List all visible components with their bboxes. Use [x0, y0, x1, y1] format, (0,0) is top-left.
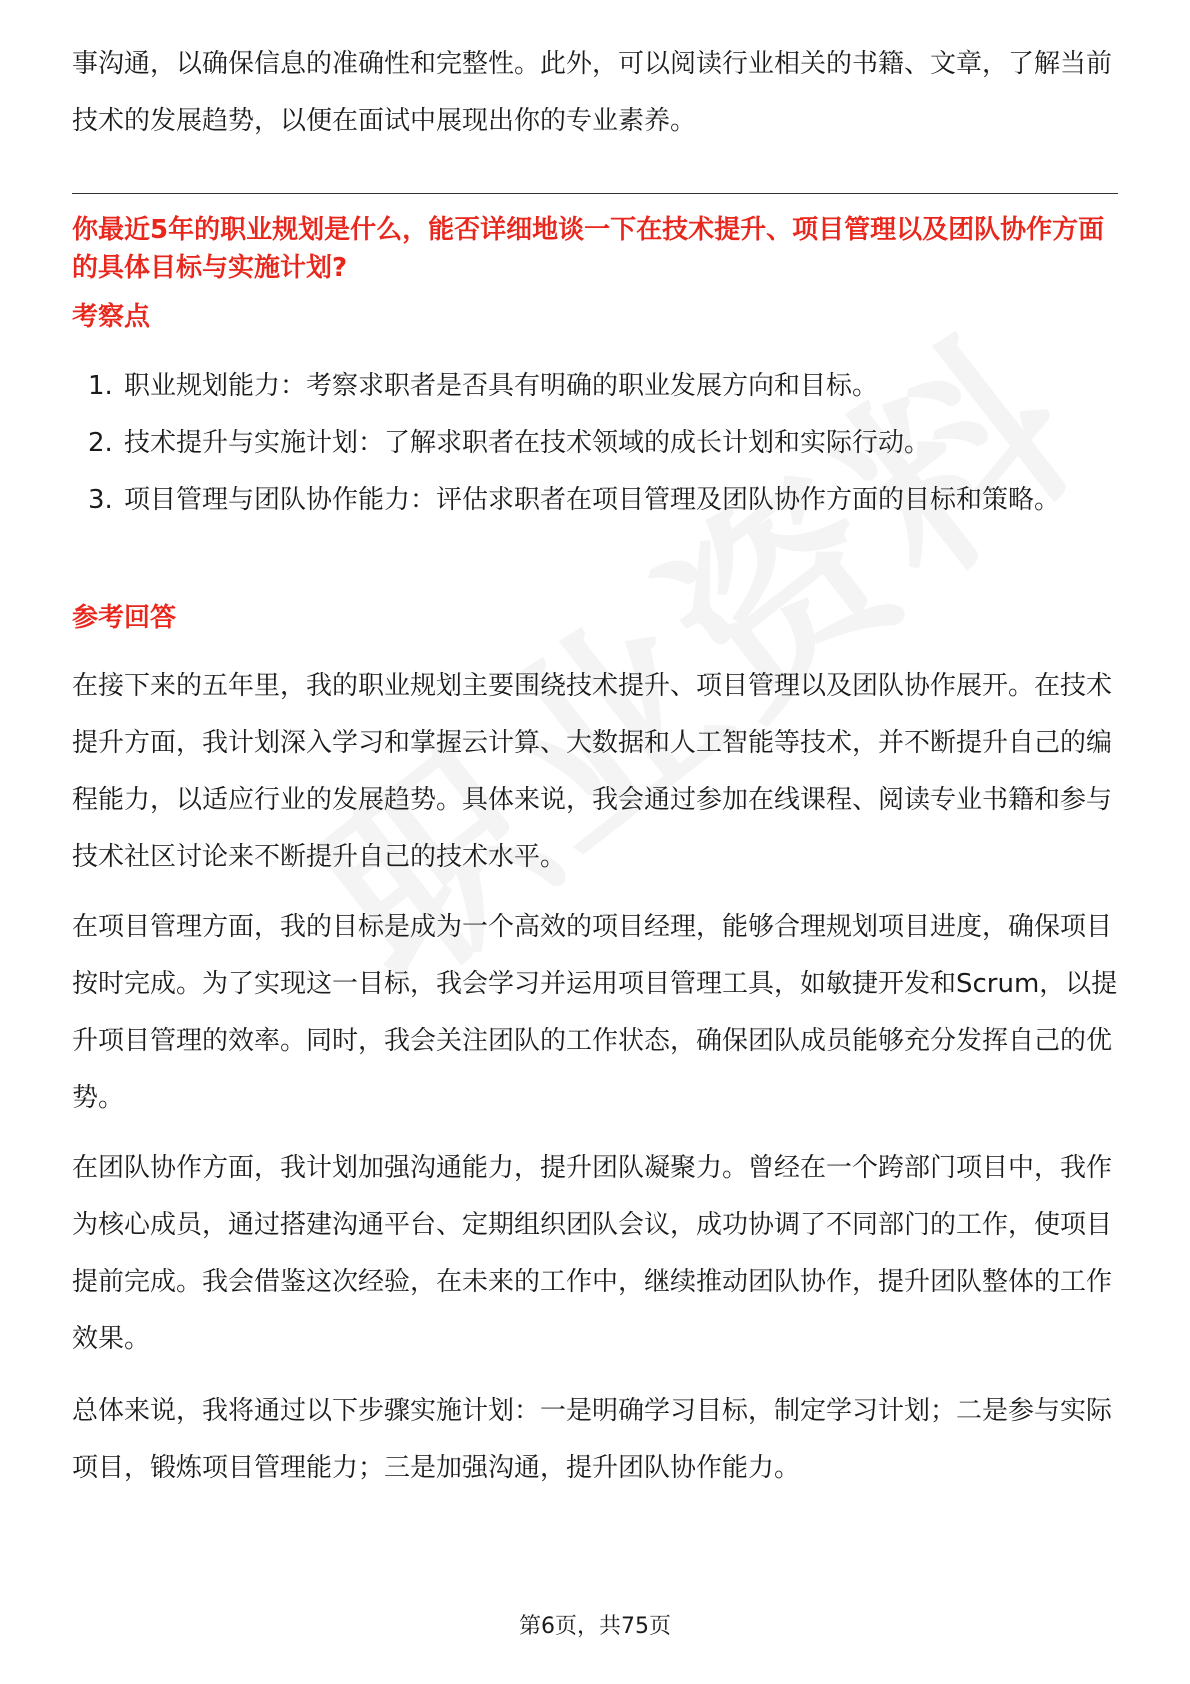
list-number: 3.: [88, 485, 113, 515]
focus-list: [72, 358, 1118, 529]
page-footer: 第6页，共75页: [519, 1614, 671, 1639]
list-number: 1.: [88, 371, 113, 401]
answer-paragraph: 在接下来的五年里，我的职业规划主要围绕技术提升、项目管理以及团队协作展开。在技术提升方面，我计划深入学习和掌握云计算、大数据和人工智能等技术，并不断提升自己的编程能力，以适应行业的发展趋势。具体来说，我会通过参加在线课程、阅读专业书籍和参与技术社区讨论来不断提升自己的技术水平。: [72, 671, 1113, 872]
list-item: [72, 415, 1118, 472]
list-number: 2.: [88, 428, 113, 458]
list-text: 技术提升与实施计划：了解求职者在技术领域的成长计划和实际行动。: [124, 428, 931, 458]
answer-heading: 参考回答: [72, 603, 177, 633]
list-item: [72, 358, 1118, 415]
list-item: [72, 472, 1118, 529]
list-text: 职业规划能力：考察求职者是否具有明确的职业发展方向和目标。: [124, 371, 879, 401]
divider: [72, 193, 1118, 194]
answer-paragraph: 在项目管理方面，我的目标是成为一个高效的项目经理，能够合理规划项目进度，确保项目按时完成。为了实现这一目标，我会学习并运用项目管理工具，如敏捷开发和Scrum，以提升项目管理的效率。同时，我会关注团队的工作状态，确保团队成员能够充分发挥自己的优势。: [72, 912, 1118, 1113]
question-heading: 你最近5年的职业规划是什么，能否详细地谈一下在技术提升、项目管理以及团队协作方面的具体目标与实施计划?: [72, 215, 1105, 283]
answer-paragraph: 在团队协作方面，我计划加强沟通能力，提升团队凝聚力。曾经在一个跨部门项目中，我作为核心成员，通过搭建沟通平台、定期组织团队会议，成功协调了不同部门的工作，使项目提前完成。我会借鉴这次经验，在未来的工作中，继续推动团队协作，提升团队整体的工作效果。: [72, 1153, 1113, 1354]
focus-heading: 考察点: [72, 302, 151, 332]
answer-paragraph: 总体来说，我将通过以下步骤实施计划：一是明确学习目标，制定学习计划；二是参与实际项目，锻炼项目管理能力；三是加强沟通，提升团队协作能力。: [72, 1396, 1113, 1483]
list-text: 项目管理与团队协作能力：评估求职者在项目管理及团队协作方面的目标和策略。: [124, 485, 1061, 515]
intro-paragraph: 事沟通，以确保信息的准确性和完整性。此外，可以阅读行业相关的书籍、文章，了解当前技术的发展趋势，以便在面试中展现出你的专业素养。: [72, 49, 1113, 136]
